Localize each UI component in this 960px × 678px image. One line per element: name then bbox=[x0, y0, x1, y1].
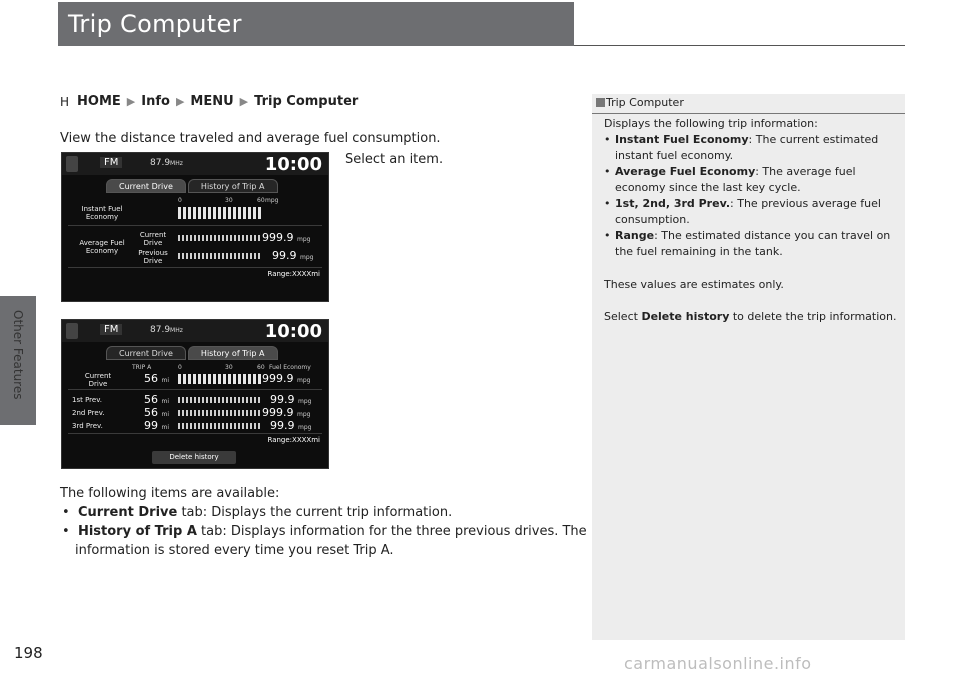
divider bbox=[68, 267, 322, 268]
fuel-bar-3rd bbox=[178, 423, 262, 429]
note-sidebar bbox=[592, 94, 905, 640]
fuel-bar-2nd bbox=[178, 410, 262, 416]
breadcrumb-item: Info bbox=[141, 94, 170, 109]
fuel-bar-current bbox=[178, 374, 262, 384]
breadcrumb-item: Trip Computer bbox=[254, 94, 359, 109]
breadcrumb-item: HOME bbox=[77, 94, 121, 109]
divider bbox=[68, 389, 322, 390]
scale-30: 30 bbox=[225, 197, 233, 204]
row-label-current: Current Drive bbox=[84, 372, 112, 388]
screen-history-trip-a bbox=[61, 319, 329, 469]
previous-drive-label: Previous Drive bbox=[138, 249, 168, 265]
tab-history-trip-a[interactable]: History of Trip A bbox=[188, 179, 278, 193]
page-title-bar bbox=[58, 2, 574, 46]
trip-3rd: 99 mi bbox=[144, 419, 170, 432]
current-drive-label: Current Drive bbox=[139, 231, 167, 247]
note-delete-instruction: Select Delete history to delete the trip information. bbox=[604, 310, 897, 323]
bullet-history-trip-a-cont: information is stored every time you reset Trip A. bbox=[75, 543, 394, 558]
watermark: carmanualsonline.info bbox=[624, 654, 812, 673]
tab-history-trip-a[interactable]: History of Trip A bbox=[188, 346, 278, 360]
row-label-3rd: 3rd Prev. bbox=[72, 422, 103, 430]
note-item-instant: • Instant Fuel Economy: The current estimated instant fuel economy. bbox=[604, 133, 879, 162]
note-item-prev: • 1st, 2nd, 3rd Prev.: The previous average fuel consumption. bbox=[604, 197, 881, 226]
trip-2nd: 56 mi bbox=[144, 406, 170, 419]
scale-60: 60 bbox=[257, 197, 265, 204]
fuel-2nd: 999.9 mpg bbox=[262, 406, 311, 419]
note-item-average: • Average Fuel Economy: The average fuel economy since the last key cycle. bbox=[604, 165, 856, 194]
divider bbox=[68, 225, 322, 226]
fuel-current: 999.9 mpg bbox=[262, 372, 311, 385]
row-label-1st: 1st Prev. bbox=[72, 396, 103, 404]
title-divider bbox=[574, 45, 905, 46]
bullet-current-drive: • Current Drive tab: Displays the current trip information. bbox=[62, 505, 453, 520]
previous-drive-bar bbox=[178, 253, 262, 259]
home-shortcut-icon: H bbox=[60, 94, 70, 109]
breadcrumb-item: MENU bbox=[190, 94, 234, 109]
bullet-history-trip-a: • History of Trip A tab: Displays information for the three previous drives. The bbox=[62, 524, 587, 539]
delete-history-button[interactable]: Delete history bbox=[152, 451, 236, 464]
trip-header: TRIP A bbox=[132, 364, 152, 371]
row-label-2nd: 2nd Prev. bbox=[72, 409, 105, 417]
scale-0: 0 bbox=[178, 364, 182, 371]
breadcrumb bbox=[60, 94, 358, 109]
instant-fuel-bar bbox=[178, 207, 262, 219]
range-readout: Range:XXXXmi bbox=[267, 270, 320, 278]
chevron-right-icon: ▶ bbox=[126, 95, 136, 108]
previous-drive-value: 99.9 mpg bbox=[272, 249, 314, 262]
page-title: Trip Computer bbox=[68, 10, 242, 38]
range-readout: Range:XXXXmi bbox=[267, 436, 320, 444]
frequency-readout: 87.9MHz bbox=[150, 158, 183, 168]
side-tab-label: Other Features bbox=[11, 310, 25, 400]
note-estimates: These values are estimates only. bbox=[604, 278, 784, 291]
divider bbox=[68, 433, 322, 434]
tab-current-drive[interactable]: Current Drive bbox=[106, 346, 186, 360]
scale-unit: mpg bbox=[265, 197, 279, 204]
tab-current-drive[interactable]: Current Drive bbox=[106, 179, 186, 193]
screen-current-drive bbox=[61, 152, 329, 302]
chevron-right-icon: ▶ bbox=[239, 95, 249, 108]
menu-icon bbox=[66, 323, 78, 339]
items-intro: The following items are available: bbox=[60, 486, 280, 501]
fuel-bar-1st bbox=[178, 397, 262, 403]
note-intro: Displays the following trip information: bbox=[604, 117, 818, 130]
page-number: 198 bbox=[14, 644, 43, 662]
note-header: Trip Computer bbox=[592, 94, 905, 114]
frequency-readout: 87.9MHz bbox=[150, 325, 183, 335]
average-fuel-label: Average Fuel Economy bbox=[79, 239, 125, 255]
fuel-3rd: 99.9 mpg bbox=[270, 419, 312, 432]
select-instruction: Select an item. bbox=[345, 152, 444, 167]
fuel-1st: 99.9 mpg bbox=[270, 393, 312, 406]
scale-60: 60 bbox=[257, 364, 265, 371]
fuel-economy-header: Fuel Economy bbox=[269, 364, 311, 371]
note-icon bbox=[596, 98, 605, 107]
clock: 10:00 bbox=[264, 154, 322, 175]
band-indicator: FM bbox=[100, 157, 122, 168]
trip-current: 56 mi bbox=[144, 372, 170, 385]
instant-fuel-label: Instant Fuel Economy bbox=[81, 205, 123, 221]
current-drive-value: 999.9 mpg bbox=[262, 231, 311, 244]
band-indicator: FM bbox=[100, 324, 122, 335]
chevron-right-icon: ▶ bbox=[175, 95, 185, 108]
intro-text: View the distance traveled and average fuel consumption. bbox=[60, 131, 441, 146]
trip-1st: 56 mi bbox=[144, 393, 170, 406]
clock: 10:00 bbox=[264, 321, 322, 342]
scale-30: 30 bbox=[225, 364, 233, 371]
menu-icon bbox=[66, 156, 78, 172]
note-item-range: • Range: The estimated distance you can travel on the fuel remaining in the tank. bbox=[604, 229, 891, 258]
scale-0: 0 bbox=[178, 197, 182, 204]
current-drive-bar bbox=[178, 235, 262, 241]
